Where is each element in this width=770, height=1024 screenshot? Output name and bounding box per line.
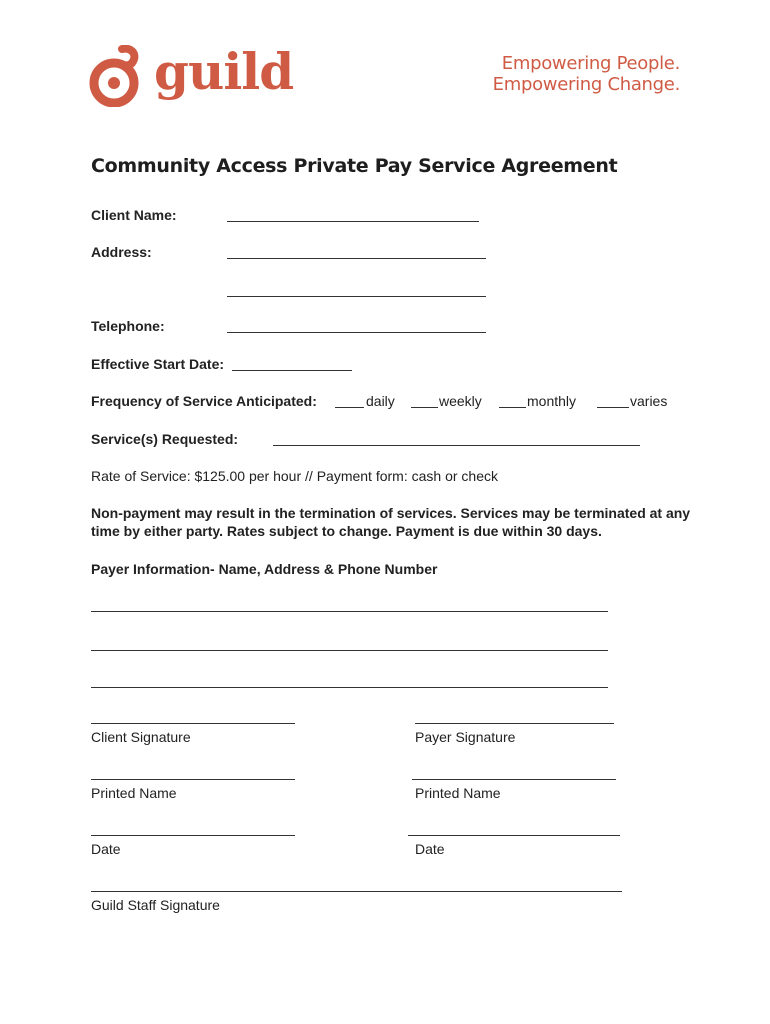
frequency-weekly-label: weekly xyxy=(439,393,482,409)
telephone-label: Telephone: xyxy=(91,318,165,334)
frequency-weekly-blank[interactable] xyxy=(411,407,438,408)
services-requested-field[interactable] xyxy=(273,445,640,446)
payer-date-line[interactable] xyxy=(408,835,620,836)
frequency-varies-blank[interactable] xyxy=(597,407,629,408)
logo-wordmark: guild xyxy=(154,42,294,101)
payer-printed-name-label: Printed Name xyxy=(415,785,501,801)
document-title: Community Access Private Pay Service Agreement xyxy=(91,155,618,177)
frequency-monthly-blank[interactable] xyxy=(499,407,526,408)
tagline-line-1: Empowering People. xyxy=(501,53,680,74)
guild-logo xyxy=(88,44,293,108)
client-date-line[interactable] xyxy=(91,835,295,836)
rate-of-service-text: Rate of Service: $125.00 per hour // Payment form: cash or check xyxy=(91,468,498,484)
frequency-daily-blank[interactable] xyxy=(335,407,364,408)
tagline-line-2: Empowering Change. xyxy=(492,74,680,95)
effective-start-date-label: Effective Start Date: xyxy=(91,356,225,372)
client-date-label: Date xyxy=(91,841,121,857)
payer-information-label: Payer Information- Name, Address & Phone Number xyxy=(91,561,438,577)
payer-date-label: Date xyxy=(415,841,445,857)
staff-signature-line[interactable] xyxy=(91,891,622,892)
client-printed-name-line[interactable] xyxy=(91,779,295,780)
payer-printed-name-line[interactable] xyxy=(412,779,616,780)
telephone-field[interactable] xyxy=(227,332,486,333)
client-printed-name-label: Printed Name xyxy=(91,785,177,801)
frequency-daily-label: daily xyxy=(366,393,395,409)
effective-start-date-field[interactable] xyxy=(232,370,352,371)
frequency-label: Frequency of Service Anticipated: xyxy=(91,393,317,409)
address-label: Address: xyxy=(91,244,152,260)
frequency-monthly-label: monthly xyxy=(527,393,577,409)
payer-info-line-2[interactable] xyxy=(91,650,608,651)
client-signature-line[interactable] xyxy=(91,723,295,724)
guild-g-logo-icon xyxy=(88,45,144,107)
frequency-varies-label: varies xyxy=(630,393,668,409)
payer-signature-line[interactable] xyxy=(415,723,614,724)
client-name-field[interactable] xyxy=(227,221,479,222)
payer-info-line-3[interactable] xyxy=(91,687,608,688)
services-requested-label: Service(s) Requested: xyxy=(91,431,239,447)
payer-info-line-1[interactable] xyxy=(91,611,608,612)
address-field-line-1[interactable] xyxy=(227,258,486,259)
tagline xyxy=(493,53,680,95)
non-payment-notice: Non-payment may result in the termination of services. Services may be terminated at any time by either party. Rates subject to change. Payment is due within 30 days. xyxy=(91,505,691,539)
client-name-label: Client Name: xyxy=(91,207,177,223)
staff-signature-label: Guild Staff Signature xyxy=(91,897,220,913)
address-field-line-2[interactable] xyxy=(227,296,486,297)
payer-signature-label: Payer Signature xyxy=(415,729,516,745)
client-signature-label: Client Signature xyxy=(91,729,191,745)
